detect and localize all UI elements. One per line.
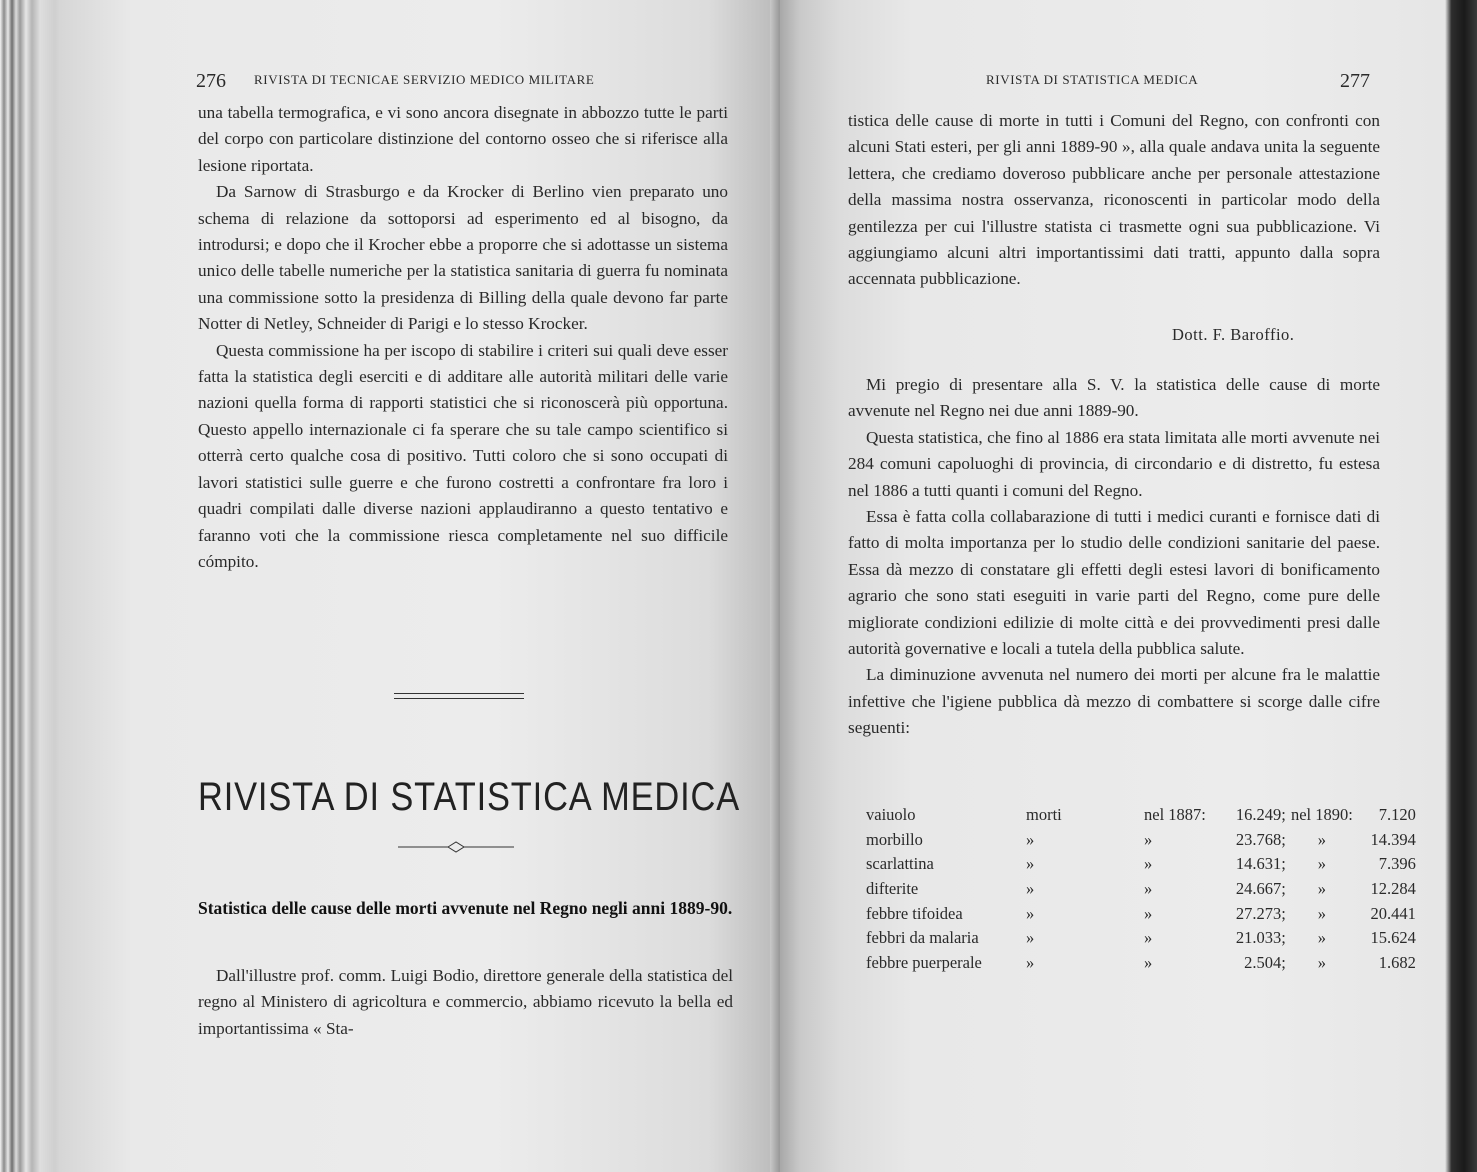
table-cell-m2: » xyxy=(1144,928,1153,948)
table-cell-n: » xyxy=(1317,854,1326,874)
table-cell-n: » xyxy=(1317,928,1326,948)
paragraph: una tabella termografica, e vi sono ancora disegnate in abbozzo tutte le parti del corpo con particolare distinzione del contorno osseo che si riferisce alla lesione riportata. xyxy=(198,103,728,175)
table-row xyxy=(866,951,1416,976)
table-cell-v1890: 12.284 xyxy=(1370,879,1416,899)
left-body-text xyxy=(198,100,728,575)
table-cell-v1890: 1.682 xyxy=(1378,952,1416,972)
paragraph: Mi pregio di presentare alla S. V. la statistica delle cause di morte avvenute nel Regno nei due anni 1889-90. xyxy=(848,375,1380,421)
ornament-rule xyxy=(398,837,514,857)
signature: Dott. F. Baroffio. xyxy=(1172,325,1295,344)
paragraph: Essa è fatta colla collabarazione di tutti i medici curanti e fornisce dati di fatto di molta importanza per lo studio delle condizioni sanitarie del paese. Essa dà mezzo di constatare gli effetti degli estesi lavori di bonificamento agrario che sono stati eseguiti in varie parti del Regno, come pure delle migliorate condizioni edilizie di molte città e dei provvedimenti presi dalle autorità governative e locali a tutela della pubblica salute. xyxy=(848,507,1380,659)
double-rule-top xyxy=(394,693,524,694)
table-cell-disease: febbre puerperale xyxy=(866,952,982,972)
table-row xyxy=(866,828,1416,853)
paragraph: Da Sarnow di Strasburgo e da Krocker di Berlino vien preparato uno schema di relazione da sottoporsi ad esperimento ed al bisogno, da introdursi; e dopo che il Krocher ebbe a proporre che si adottasse un sistema unico delle tabelle numeriche per la statistica sanitaria di guerra fu nominata una commissione sotto la presidenza di Billing della quale devono far parte Notter di Netley, Schneider di Parigi e lo stesso Krocker. xyxy=(198,182,728,334)
table-cell-m2: » xyxy=(1144,952,1153,972)
table-cell-m2: » xyxy=(1144,903,1153,923)
table-cell-v1890: 20.441 xyxy=(1370,903,1416,923)
table-cell-m1: » xyxy=(1026,879,1035,899)
table-cell-disease: vaiuolo xyxy=(866,805,916,825)
table-cell-v1890: 15.624 xyxy=(1370,928,1416,948)
page-number-right: 277 xyxy=(1340,70,1370,92)
table-cell-m1: » xyxy=(1026,829,1035,849)
table-cell-disease: febbre tifoidea xyxy=(866,903,963,923)
table-cell-m2: nel 1887: xyxy=(1144,805,1206,825)
book-edge-right xyxy=(1445,0,1477,1172)
table-cell-v1887: 16.249; xyxy=(1235,805,1286,825)
table-cell-m2: » xyxy=(1144,879,1153,899)
table-cell-m1: » xyxy=(1026,928,1035,948)
running-head-right: RIVISTA DI STATISTICA MEDICA xyxy=(986,72,1199,87)
running-head-left: RIVISTA DI TECNICAE SERVIZIO MEDICO MILITARE xyxy=(254,72,595,87)
section-title: RIVISTA DI STATISTICA MEDICA xyxy=(198,775,741,819)
table-cell-m1: » xyxy=(1026,854,1035,874)
paragraph: La diminuzione avvenuta nel numero dei morti per alcune fra le malattie infettive che l'igiene pubblica dà mezzo di combattere si scorge dalle cifre seguenti: xyxy=(848,665,1380,738)
table-cell-n: » xyxy=(1317,952,1326,972)
table-cell-disease: morbillo xyxy=(866,829,923,849)
table-cell-n: » xyxy=(1317,879,1326,899)
table-cell-v1890: 7.120 xyxy=(1378,805,1416,825)
table-cell-m2: » xyxy=(1144,854,1153,874)
table-cell-m1: » xyxy=(1026,952,1035,972)
table-row xyxy=(866,877,1416,902)
table-cell-n: » xyxy=(1317,829,1326,849)
double-rule-bottom xyxy=(394,698,524,699)
paragraph: tistica delle cause di morte in tutti i Comuni del Regno, con confronti con alcuni Stati esteri, per gli anni 1889-90 », alla quale andava unita la seguente lettera, che crediamo doveroso pubblicare anche per personale attestazione della massima nostra osservanza, riconoscenti in particolar modo della gentilezza per cui l'illustre statista ci trasmette ogni sua pubblicazione. Vi aggiungiamo alcuni altri importantissimi dati tratti, appunto dalla sopra accennata pubblicazione. xyxy=(848,111,1380,289)
mortality-table xyxy=(866,803,1416,975)
table-cell-v1887: 14.631; xyxy=(1235,854,1286,874)
table-cell-v1890: 14.394 xyxy=(1370,829,1416,849)
letter-text xyxy=(848,372,1380,742)
right-body-text xyxy=(848,108,1380,293)
table-cell-v1887: 27.273; xyxy=(1235,903,1286,923)
table-cell-disease: difterite xyxy=(866,879,919,899)
table-cell-v1887: 21.033; xyxy=(1235,928,1286,948)
table-cell-v1890: 7.396 xyxy=(1378,854,1416,874)
table-cell-m1: morti xyxy=(1026,805,1062,825)
table-cell-m1: » xyxy=(1026,903,1035,923)
table-cell-n: » xyxy=(1317,903,1326,923)
table-cell-n: nel 1890: xyxy=(1290,805,1353,825)
table-cell-disease: scarlattina xyxy=(866,854,934,874)
table-cell-v1887: 24.667; xyxy=(1235,879,1286,899)
table-row xyxy=(866,803,1416,828)
page-number-left: 276 xyxy=(196,70,226,92)
paragraph: Questa statistica, che fino al 1886 era stata limitata alle morti avvenute nei 284 comuni capoluoghi di provincia, di circondario e di distretto, fu estesa nel 1886 a tutti quanti i comuni del Regno. xyxy=(848,427,1380,500)
article-title: Statistica delle cause delle morti avvenute nel Regno negli anni 1889-90. xyxy=(198,898,733,918)
paragraph: Questa commissione ha per iscopo di stabilire i criteri sui quali deve esser fatta la statistica degli eserciti e di additare alle autorità militari delle varie nazioni quella forma di rapporti statistici che si riconoscerà più opportuna. Questo appello internazionale ci fa sperare che su tale campo scientifico si otterrà certo qualche cosa di positivo. Tutti coloro che si sono occupati di lavori statistici sulle guerre e che furono costretti a confrontare fra loro i quadri compilati dalle diverse nazioni applaudiranno a questo tentativo e faranno voti che la commissione riesca completamente nel suo difficile cómpito. xyxy=(198,340,728,571)
table-row xyxy=(866,926,1416,951)
table-cell-v1887: 23.768; xyxy=(1235,829,1286,849)
paragraph: Dall'illustre prof. comm. Luigi Bodio, direttore generale della statistica del regno al Ministero di agricoltura e commercio, abbiamo ricevuto la bella ed importantissima « Sta- xyxy=(198,966,733,1038)
table-row xyxy=(866,901,1416,926)
table-cell-v1887: 2.504; xyxy=(1244,952,1286,972)
table-cell-disease: febbri da malaria xyxy=(866,928,979,948)
table-cell-m2: » xyxy=(1144,829,1153,849)
article-text xyxy=(198,963,733,1042)
table-row xyxy=(866,852,1416,877)
